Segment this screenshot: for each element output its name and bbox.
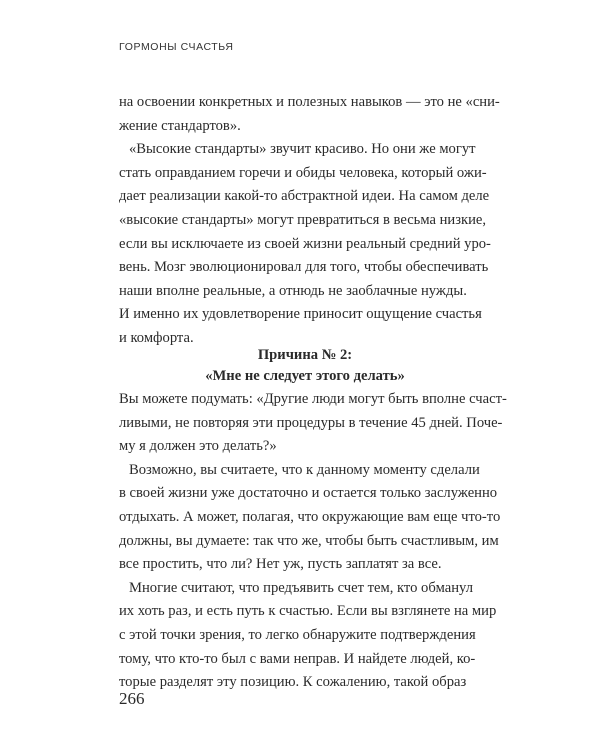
text-line: с этой точки зрения, то легко обнаружите подтверждения [119,626,476,643]
text-line: И именно их удовлетворение приносит ощущение счастья [119,306,482,323]
section-heading-line-1: Причина № 2: [257,347,353,363]
running-head: ГОРМОНЫ СЧАСТЬЯ [119,41,234,53]
text-line: жение стандартов». [119,117,241,134]
text-line: на освоении конкретных и полезных навыков — это не «сни- [119,94,500,110]
section-heading [119,345,491,387]
text-line: должны, вы думаете: так что же, чтобы быть счастливым, им [119,532,499,549]
text-line: если вы исключаете из своей жизни реальный средний уро- [119,235,491,252]
paragraph-block-1 [119,91,500,351]
text-line: стать оправданием горечи и обиды человека, который ожи- [119,164,487,181]
page-number: 266 [119,689,145,708]
text-line: и комфорта. [119,329,194,346]
text-line: Возможно, вы считаете, что к данному моменту сделали [129,461,480,478]
text-line: «высокие стандарты» могут превратиться в весьма низкие, [119,211,487,228]
text-line: Вы можете подумать: «Другие люди могут быть вполне счаст- [119,391,507,407]
text-line: му я должен это делать?» [119,438,277,455]
text-line: их хоть раз, и есть путь к счастью. Если вы взглянете на мир [119,603,497,620]
text-line: Многие считают, что предъявить счет тем, кто обманул [129,579,473,596]
text-line: «Высокие стандарты» звучит красиво. Но они же могут [129,141,476,158]
text-line: тому, что кто-то был с вами неправ. И найдете людей, ко- [119,650,476,667]
text-line: дает реализации какой-то абстрактной идеи. На самом деле [119,188,490,205]
text-line: торые разделят эту позицию. К сожалению, такой образ [119,674,467,691]
section-heading-line-2: «Мне не следует этого делать» [205,368,405,384]
paragraph-block-2 [119,388,507,695]
text-line: в своей жизни уже достаточно и остается только заслуженно [119,485,498,502]
text-line: наши вполне реальные, а отнюдь не заоблачные нужды. [119,282,467,299]
text-line: вень. Мозг эволюционировал для того, чтобы обеспечивать [119,259,489,276]
text-line: ливыми, не повторяя эти процедуры в течение 45 дней. Поче- [119,414,503,431]
text-line: все простить, что ли? Нет уж, пусть заплатят за все. [119,556,442,573]
text-line: отдыхать. А может, полагая, что окружающие вам еще что-то [119,508,501,525]
